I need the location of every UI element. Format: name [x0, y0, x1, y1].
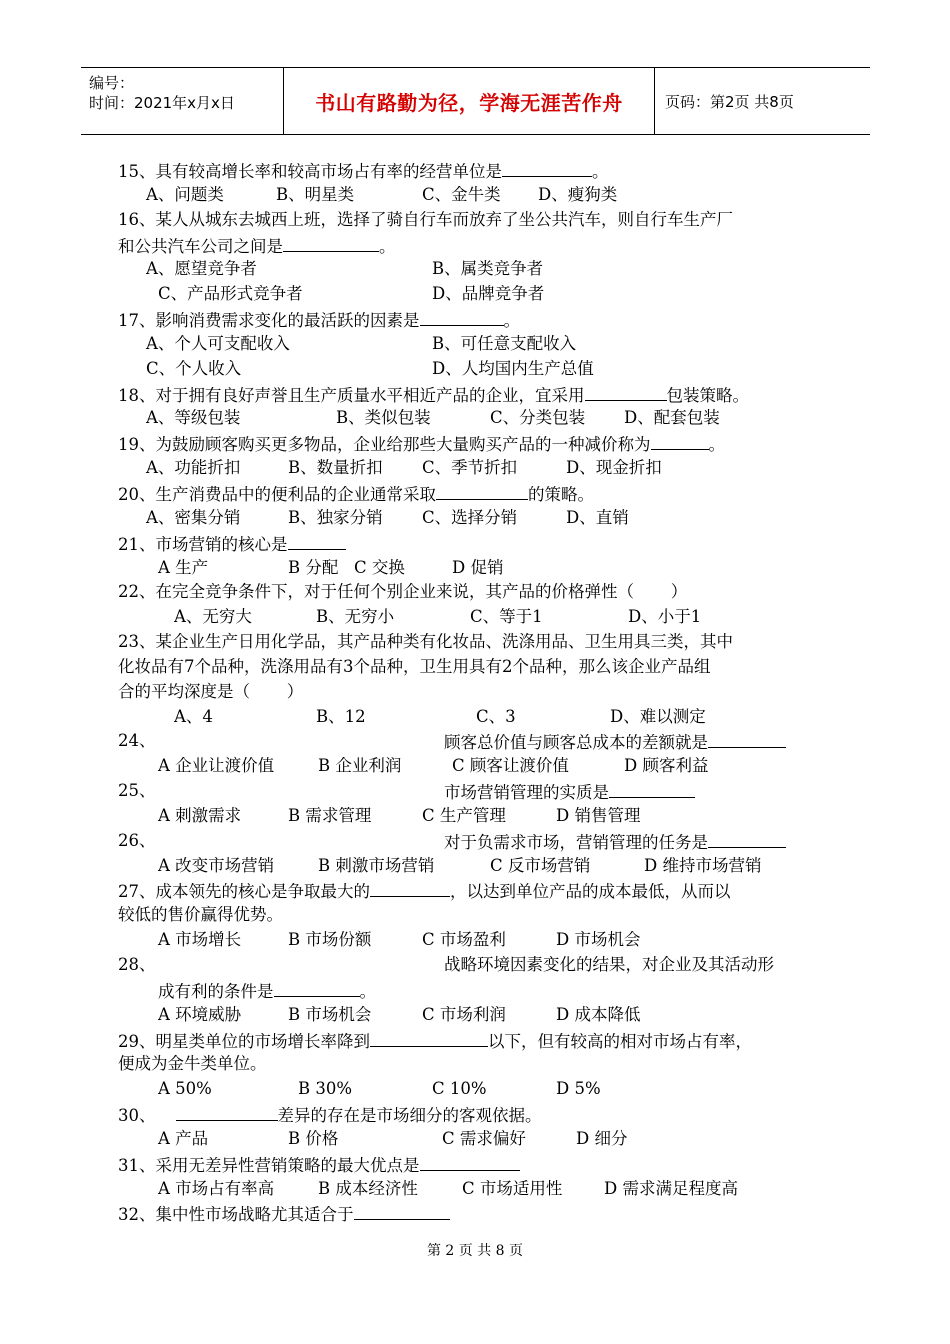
question-number: 30、	[118, 1106, 156, 1126]
question-text: 29、明星类单位的市场增长率降到	[118, 1031, 370, 1051]
option: C 市场盈利	[422, 930, 506, 950]
option: A、问题类	[146, 184, 224, 204]
options-24	[118, 754, 838, 779]
question-text: 以下，但有较高的相对市场占有率，	[488, 1031, 752, 1051]
question-text: 18、对于拥有良好声誉且生产质量水平相近产品的企业，宜采用	[118, 385, 585, 405]
question-28-cont	[118, 978, 838, 1003]
option: D、难以测定	[610, 706, 706, 726]
option: B 市场机会	[288, 1004, 372, 1024]
option: B 需求管理	[288, 805, 372, 825]
option: B 刺激市场营销	[318, 855, 435, 875]
option: C、金牛类	[422, 184, 501, 204]
option: C 生产管理	[422, 805, 506, 825]
answer-blank	[420, 1152, 520, 1171]
option: D、配套包装	[624, 408, 720, 428]
question-text: 。	[503, 311, 520, 331]
question-number: 25、	[118, 781, 156, 801]
answer-blank	[420, 307, 504, 326]
option: B、12	[316, 706, 366, 726]
options-29	[118, 1077, 838, 1102]
page-footer: 第 2 页 共 8 页	[426, 1243, 524, 1259]
answer-blank	[283, 233, 379, 252]
answer-blank	[708, 829, 786, 848]
question-27-cont: 较低的售价赢得优势。	[118, 905, 283, 925]
option: A 企业让渡价值	[158, 756, 275, 776]
option: B 价格	[288, 1128, 339, 1148]
answer-blank	[585, 382, 667, 401]
options-16b	[118, 282, 838, 307]
option: D 细分	[576, 1128, 628, 1148]
options-28	[118, 1003, 838, 1028]
page-header	[81, 67, 870, 135]
options-22	[118, 605, 838, 630]
question-23-cont: 化妆品有7个品种，洗涤用品有3个品种，卫生用具有2个品种，那么该企业产品组	[118, 656, 711, 676]
question-21	[118, 531, 838, 556]
question-23-cont: 合的平均深度是（ ）	[118, 681, 304, 701]
option: D、品牌竞争者	[432, 284, 545, 304]
option: D 5%	[556, 1079, 601, 1099]
question-32	[118, 1201, 838, 1226]
option: D 市场机会	[556, 930, 641, 950]
options-31	[118, 1177, 838, 1202]
option: B、类似包装	[336, 408, 431, 428]
options-19	[118, 456, 838, 481]
option: D、瘦狗类	[538, 184, 618, 204]
question-text: 对于负需求市场，营销管理的任务是	[444, 832, 708, 852]
answer-blank	[502, 158, 592, 177]
options-27	[118, 928, 838, 953]
question-text: 。	[592, 162, 609, 181]
option: B、属类竞争者	[432, 259, 544, 279]
answer-blank	[354, 1201, 450, 1220]
option: D 维持市场营销	[644, 855, 762, 875]
option: D 需求满足程度高	[604, 1178, 738, 1198]
option: C 交换	[354, 557, 405, 577]
option: B 市场份额	[288, 930, 372, 950]
question-26	[118, 829, 838, 854]
question-text: 21、市场营销的核心是	[118, 534, 288, 554]
option: C 顾客让渡价值	[452, 756, 569, 776]
option: A 市场增长	[158, 930, 242, 950]
option: A、等级包装	[146, 408, 241, 428]
answer-blank	[370, 1028, 488, 1047]
option: D 顾客利益	[624, 756, 709, 776]
question-text: 。	[379, 236, 396, 256]
option: A 50%	[158, 1079, 212, 1099]
time-label: 时间：2021年x月x日	[89, 94, 235, 112]
header-meta	[81, 68, 284, 134]
option: C、产品形式竞争者	[158, 284, 303, 304]
question-28	[118, 953, 838, 978]
question-text: 成有利的条件是	[158, 981, 274, 1001]
option: A 生产	[158, 557, 209, 577]
option: D 成本降低	[556, 1004, 641, 1024]
option: C、分类包装	[490, 408, 586, 428]
option: A、无穷大	[174, 607, 252, 627]
question-text: 差异的存在是市场细分的客观依据。	[277, 1106, 542, 1126]
question-number: 26、	[118, 830, 156, 850]
options-17b	[118, 357, 838, 382]
question-25	[118, 779, 838, 804]
question-17	[118, 307, 838, 332]
answer-blank	[609, 779, 695, 798]
option: C、季节折扣	[422, 458, 518, 478]
answer-blank	[176, 1102, 278, 1121]
option: C、个人收入	[146, 358, 242, 378]
options-30	[118, 1127, 838, 1152]
option: C、等于1	[470, 607, 543, 627]
option: B 成本经济性	[318, 1178, 418, 1198]
option: C、选择分销	[422, 507, 518, 527]
option: B、独家分销	[288, 507, 383, 527]
answer-blank	[436, 481, 528, 500]
question-16-cont	[118, 233, 838, 258]
question-24	[118, 729, 838, 754]
header-page: 页码：第2页 共8页	[665, 92, 794, 111]
answer-blank	[370, 878, 450, 897]
question-27	[118, 878, 838, 903]
option: A 改变市场营销	[158, 855, 275, 875]
serial-label: 编号：	[89, 74, 135, 92]
options-21	[118, 556, 838, 581]
question-30	[118, 1102, 838, 1127]
option: D、人均国内生产总值	[432, 358, 594, 378]
question-text: 和公共汽车公司之间是	[118, 236, 283, 256]
option: C 需求偏好	[442, 1128, 526, 1148]
question-23: 23、某企业生产日用化学品，其产品种类有化妆品、洗涤用品、卫生用具三类，其中	[118, 632, 733, 652]
question-text: 31、采用无差异性营销策略的最大优点是	[118, 1155, 420, 1175]
question-text: 19、为鼓励顾客购买更多物品，企业给那些大量购买产品的一种减价称为	[118, 435, 651, 455]
question-text: 17、影响消费需求变化的最活跃的因素是	[118, 311, 420, 331]
options-20	[118, 506, 838, 531]
option: B、明星类	[276, 184, 355, 204]
question-text: 20、生产消费品中的便利品的企业通常采取	[118, 484, 436, 504]
option: B、可任意支配收入	[432, 333, 577, 353]
question-text: 15、具有较高增长率和较高市场占有率的经营单位是	[118, 162, 502, 181]
question-number: 24、	[118, 731, 156, 751]
question-15	[118, 158, 838, 183]
option: B、数量折扣	[288, 458, 383, 478]
option: A、个人可支配收入	[146, 333, 290, 353]
option: A 刺激需求	[158, 805, 242, 825]
options-16	[118, 257, 838, 282]
answer-blank	[288, 531, 346, 550]
option: D 销售管理	[556, 805, 641, 825]
options-26	[118, 854, 838, 879]
question-text: 顾客总价值与顾客总成本的差额就是	[444, 733, 708, 753]
options-15	[118, 183, 838, 208]
option: B 30%	[298, 1079, 353, 1099]
question-text: 市场营销管理的实质是	[444, 783, 609, 803]
question-text: 包装策略。	[666, 385, 749, 405]
question-16: 16、某人从城东去城西上班，选择了骑自行车而放弃了坐公共汽车，则自行车生产厂	[118, 209, 733, 229]
option: C 10%	[432, 1079, 487, 1099]
option: A 市场占有率高	[158, 1178, 275, 1198]
option: D、直销	[566, 507, 629, 527]
option: A 环境威胁	[158, 1004, 242, 1024]
header-motto: 书山有路勤为径，学海无涯苦作舟	[284, 68, 655, 134]
options-23	[118, 705, 838, 730]
option: B 分配	[288, 557, 339, 577]
question-19	[118, 431, 838, 456]
question-29	[118, 1028, 838, 1053]
option: C、3	[476, 706, 516, 726]
option: A、功能折扣	[146, 458, 241, 478]
option: C 市场适用性	[462, 1178, 563, 1198]
answer-blank	[651, 431, 709, 450]
question-20	[118, 481, 838, 506]
option: B、无穷小	[316, 607, 395, 627]
option: A、愿望竞争者	[146, 259, 257, 279]
question-31	[118, 1152, 838, 1177]
question-text: 。	[708, 435, 725, 455]
question-29-cont: 便成为金牛类单位。	[118, 1054, 267, 1074]
options-25	[118, 804, 838, 829]
question-text: 32、集中性市场战略尤其适合于	[118, 1205, 354, 1225]
option: D、现金折扣	[566, 458, 662, 478]
question-number: 28、	[118, 955, 156, 974]
option: C 反市场营销	[490, 855, 591, 875]
question-18	[118, 382, 838, 407]
question-22: 22、在完全竞争条件下，对于任何个别企业来说，其产品的价格弹性（ ）	[118, 582, 688, 602]
option: B 企业利润	[318, 756, 402, 776]
option: A、4	[174, 706, 213, 726]
question-text: 27、成本领先的核心是争取最大的	[118, 882, 370, 902]
option: D 促销	[452, 557, 504, 577]
option: C 市场利润	[422, 1004, 506, 1024]
option: D、小于1	[628, 607, 702, 627]
question-text: ，以达到单位产品的成本最低，从而以	[450, 882, 731, 902]
answer-blank	[274, 978, 360, 997]
question-text: 。	[359, 981, 376, 1001]
option: A、密集分销	[146, 507, 241, 527]
question-text: 战略环境因素变化的结果，对企业及其活动形	[444, 955, 774, 974]
question-list	[118, 158, 838, 1226]
options-17	[118, 332, 838, 357]
options-18	[118, 406, 838, 431]
option: A 产品	[158, 1128, 209, 1148]
answer-blank	[708, 729, 786, 748]
question-text: 的策略。	[528, 484, 594, 504]
